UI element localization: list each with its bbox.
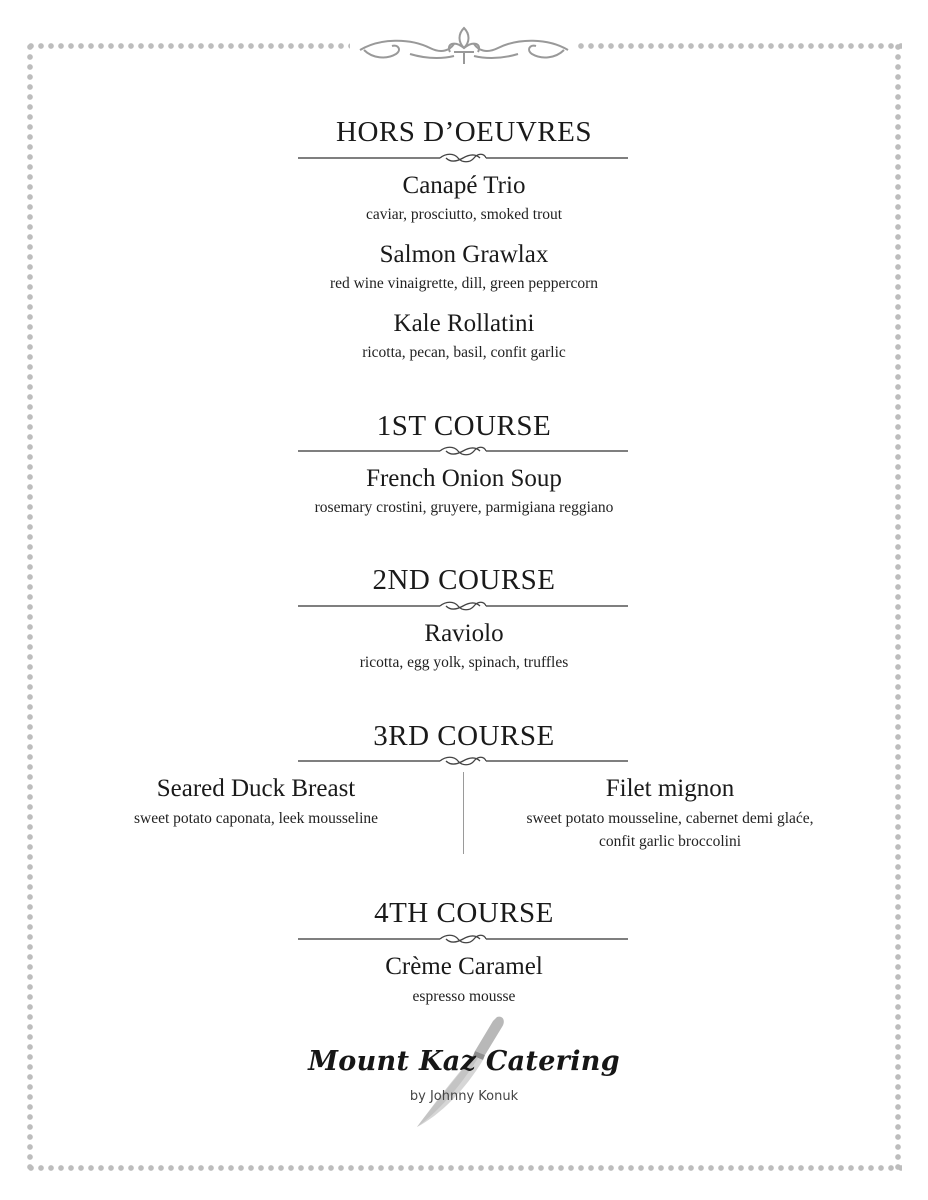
item-desc-salmon-grawlax: red wine vinaigrette, dill, green peppercorn	[329, 275, 599, 292]
section-title-3rd-course: 3RD COURSE	[373, 720, 555, 752]
scroll-divider-icon	[298, 600, 628, 612]
logo-byline: by Johnny Konuk	[409, 1089, 519, 1104]
item-desc-filet-mignon-line2: confit garlic broccolini	[598, 833, 742, 850]
scroll-divider-icon	[298, 445, 628, 457]
item-name-kale-rollatini: Kale Rollatini	[393, 310, 535, 337]
section-title-hors-doeuvres: HORS D’OEUVRES	[336, 116, 592, 148]
column-divider	[463, 772, 464, 854]
section-title-2nd-course: 2ND COURSE	[372, 564, 556, 596]
item-desc-canape-trio: caviar, prosciutto, smoked trout	[365, 206, 563, 223]
item-name-creme-caramel: Crème Caramel	[385, 953, 543, 980]
item-desc-filet-mignon-line1: sweet potato mousseline, cabernet demi glaće,	[526, 810, 814, 827]
frame-bottom-border	[26, 1164, 902, 1172]
item-name-filet-mignon: Filet mignon	[605, 775, 735, 802]
item-desc-seared-duck-breast: sweet potato caponata, leek mousseline	[133, 810, 379, 827]
item-name-salmon-grawlax: Salmon Grawlax	[379, 241, 549, 268]
item-desc-creme-caramel: espresso mousse	[412, 988, 516, 1005]
item-desc-raviolo: ricotta, egg yolk, spinach, truffles	[359, 654, 569, 671]
item-desc-french-onion-soup: rosemary crostini, gruyere, parmigiana reggiano	[314, 499, 614, 516]
item-name-seared-duck-breast: Seared Duck Breast	[156, 775, 356, 802]
item-name-french-onion-soup: French Onion Soup	[366, 465, 562, 492]
item-name-canape-trio: Canapé Trio	[402, 172, 526, 199]
item-desc-filet-mignon	[480, 807, 860, 853]
scroll-divider-icon	[298, 933, 628, 945]
logo-name: Mount Kaz Catering	[308, 1046, 620, 1077]
fleur-de-lis-ornament-icon	[350, 20, 578, 72]
item-desc-kale-rollatini: ricotta, pecan, basil, confit garlic	[362, 344, 566, 361]
item-name-raviolo: Raviolo	[424, 620, 504, 647]
section-title-1st-course: 1ST COURSE	[376, 410, 552, 442]
section-title-4th-course: 4TH COURSE	[374, 897, 554, 929]
scroll-divider-icon	[298, 755, 628, 767]
scroll-divider-icon	[298, 152, 628, 164]
